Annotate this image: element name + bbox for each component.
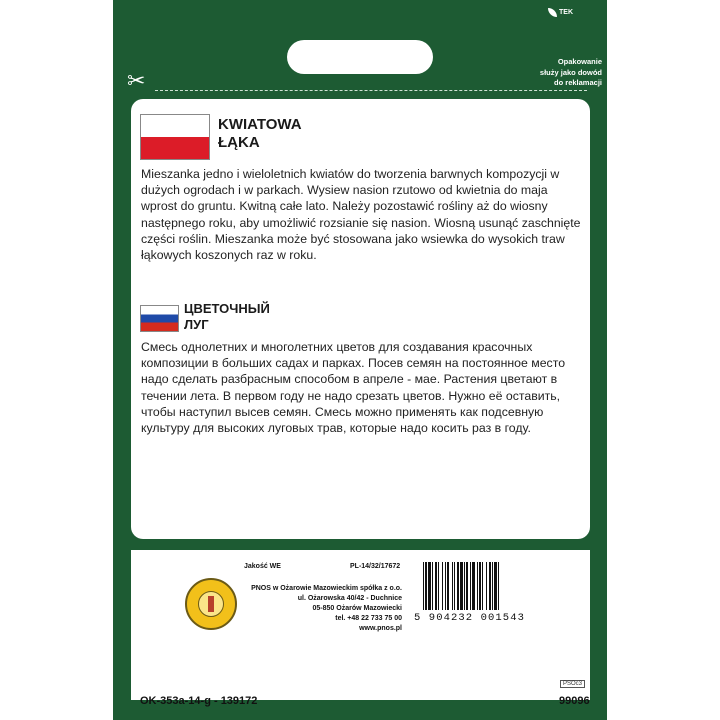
- quality-label: Jakość WE: [244, 563, 281, 570]
- tower-icon: [208, 596, 214, 612]
- russian-title-line: ЦВЕТОЧНЫЙ: [184, 301, 270, 316]
- address-line: tel. +48 22 733 75 00: [335, 615, 402, 622]
- address-line: www.pnos.pl: [359, 625, 402, 632]
- cut-line: [155, 90, 587, 91]
- psc-code: PSOc3: [560, 680, 585, 688]
- notice-line: Opakowanie: [557, 57, 602, 66]
- product-code: OK-353a-14-g - 139172: [140, 695, 258, 707]
- notice-line: do reklamacji: [554, 78, 602, 87]
- complaint-notice: [498, 57, 602, 89]
- polish-title-line: KWIATOWA: [218, 116, 302, 133]
- hang-hole: [287, 40, 433, 74]
- address-line: PNOS w Ożarowie Mazowieckim spółka z o.o.: [251, 585, 402, 592]
- producer-code: PL-14/32/17672: [350, 563, 401, 570]
- russian-title: [184, 301, 270, 333]
- russian-description: Смесь однолетних и многолетних цветов для создавания красочных композиции в больших садах и парках. Посев семян на постоянное место надо сделать разбрасным способом в апреле - мае. Растения цветают в течении лета. В первом году не надо срезать цветов. Нужно её оставить, чтобы наступил высев семян. Смесь можно применять как подсевную культуру для высоких луговых трав, которые надо косить раз в году.: [141, 340, 566, 436]
- polish-description: Mieszanka jedno i wieloletnich kwiatów do tworzenia barwnych kompozycji w dużych ogrodach i w parkach. Wysiew nasion rzutowo od kwietnia do maja wprost do gruntu. Kwitną całe lato. Należy pozostawić rośliny aż do wiosny następnego roku, aby umożliwić rozsianie się nasion. Wiosną usunąć zaschnięte części roślin. Mieszanka może być stosowana jako wsiewka do wysokich traw łąkowych koszonych raz w roku.: [141, 167, 581, 263]
- address-line: 05-850 Ożarów Mazowiecki: [312, 605, 402, 612]
- russian-flag-icon: [140, 305, 179, 332]
- scissors-icon: ✂: [127, 68, 146, 93]
- russian-title-line: ЛУГ: [184, 317, 209, 332]
- brand-mark: [548, 8, 573, 17]
- leaf-icon: [548, 8, 557, 17]
- address-line: ul. Ożarowska 40/42 - Duchnice: [297, 595, 402, 602]
- barcode: [422, 562, 532, 610]
- polish-flag-icon: [140, 114, 210, 160]
- company-address: [230, 584, 402, 634]
- notice-line: służy jako dowód: [539, 67, 602, 77]
- brand-mark-text: TEK: [559, 9, 573, 16]
- barcode-digits: 5 904232 001543: [414, 612, 526, 624]
- batch-number: 99096: [559, 695, 590, 707]
- seal-inner: [198, 591, 224, 617]
- polish-title: [218, 116, 302, 152]
- polish-title-line: ŁĄKA: [218, 134, 260, 151]
